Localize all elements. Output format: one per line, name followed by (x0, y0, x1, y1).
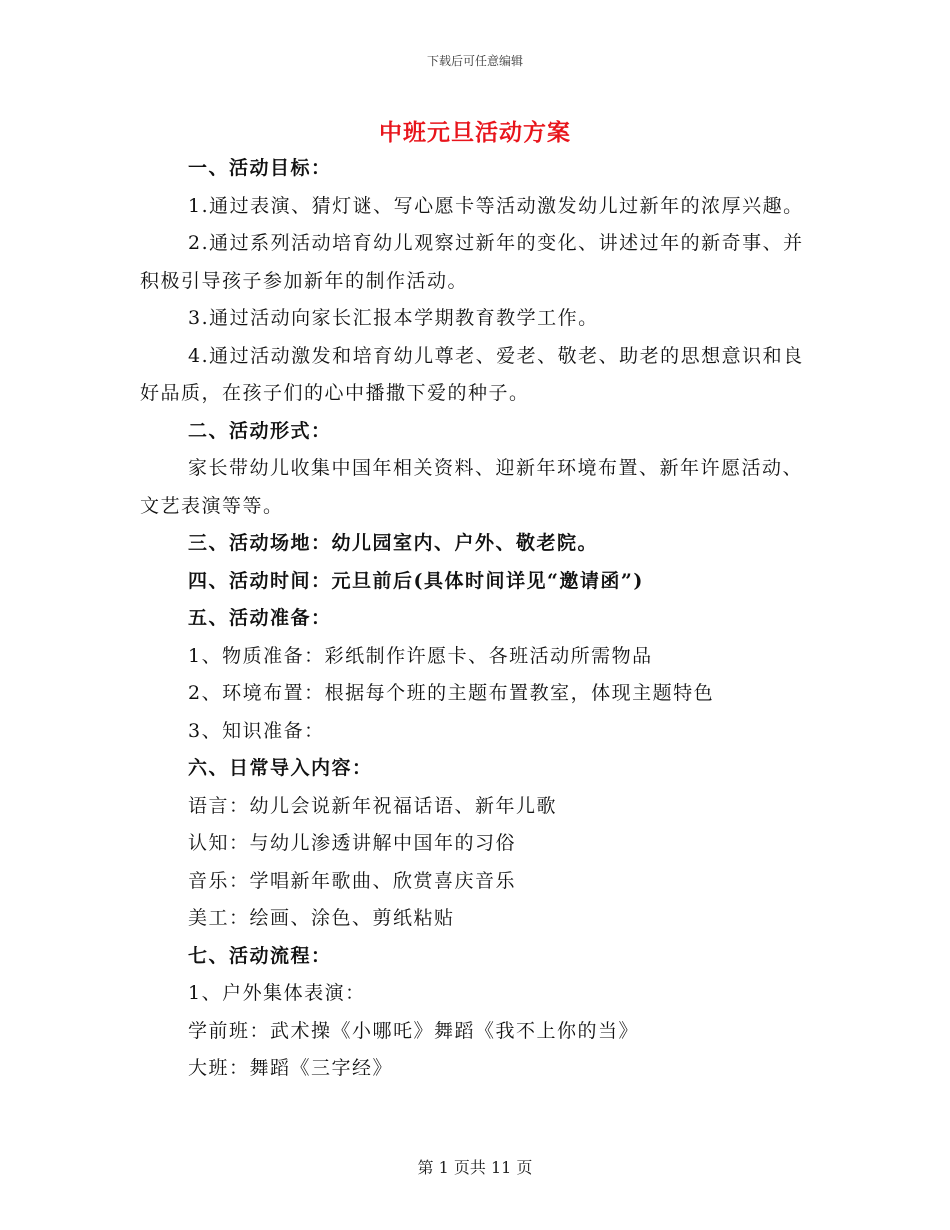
list-item: 大班：舞蹈《三字经》 (188, 1057, 394, 1079)
page-header: 下载后可任意编辑 (426, 54, 523, 68)
section-heading-daily: 六、日常导入内容： (188, 757, 373, 779)
section-heading-venue: 三、活动场地：幼儿园室内、户外、敬老院。 (188, 532, 599, 554)
section-heading-goals: 一、活动目标： (188, 157, 332, 179)
list-item: 认知：与幼儿渗透讲解中国年的习俗 (188, 832, 517, 854)
list-item: 1、户外集体表演： (188, 982, 366, 1004)
list-item: 美工：绘画、涂色、剪纸粘贴 (188, 907, 455, 929)
document-title: 中班元旦活动方案 (379, 119, 571, 146)
list-item: 学前班：武术操《小哪吒》舞蹈《我不上你的当》 (188, 1019, 640, 1042)
paragraph: 4.通过活动激发和培育幼儿尊老、爱老、敬老、助老的思想意识和良好品质，在孩子们的心中播撒下爱的种子。 (140, 344, 804, 404)
section-heading-form: 二、活动形式： (188, 419, 332, 442)
paragraph: 1.通过表演、猜灯谜、写心愿卡等活动激发幼儿过新年的浓厚兴趣。 (188, 194, 804, 217)
paragraph: 2.通过系列活动培育幼儿观察过新年的变化、讲述过年的新奇事、并积极引导孩子参加新年的制作活动。 (140, 232, 804, 292)
paragraph: 3.通过活动向家长汇报本学期教育教学工作。 (188, 307, 599, 329)
list-item: 语言：幼儿会说新年祝福话语、新年儿歌 (188, 794, 558, 817)
document-body (140, 150, 812, 1088)
page-footer: 第 1 页共 11 页 (417, 1158, 533, 1177)
section-heading-process: 七、活动流程： (188, 944, 332, 967)
section-heading-time: 四、活动时间：元旦前后(具体时间详见“邀请函”) (188, 569, 644, 592)
list-item: 1、物质准备：彩纸制作许愿卡、各班活动所需物品 (188, 644, 653, 667)
list-item: 2、环境布置：根据每个班的主题布置教室，体现主题特色 (188, 682, 715, 704)
list-item: 音乐：学唱新年歌曲、欣赏喜庆音乐 (188, 869, 517, 892)
paragraph: 家长带幼儿收集中国年相关资料、迎新年环境布置、新年许愿活动、文艺表演等等。 (140, 457, 804, 517)
section-heading-preparation: 五、活动准备： (188, 607, 332, 629)
list-item: 3、知识准备： (188, 719, 325, 742)
